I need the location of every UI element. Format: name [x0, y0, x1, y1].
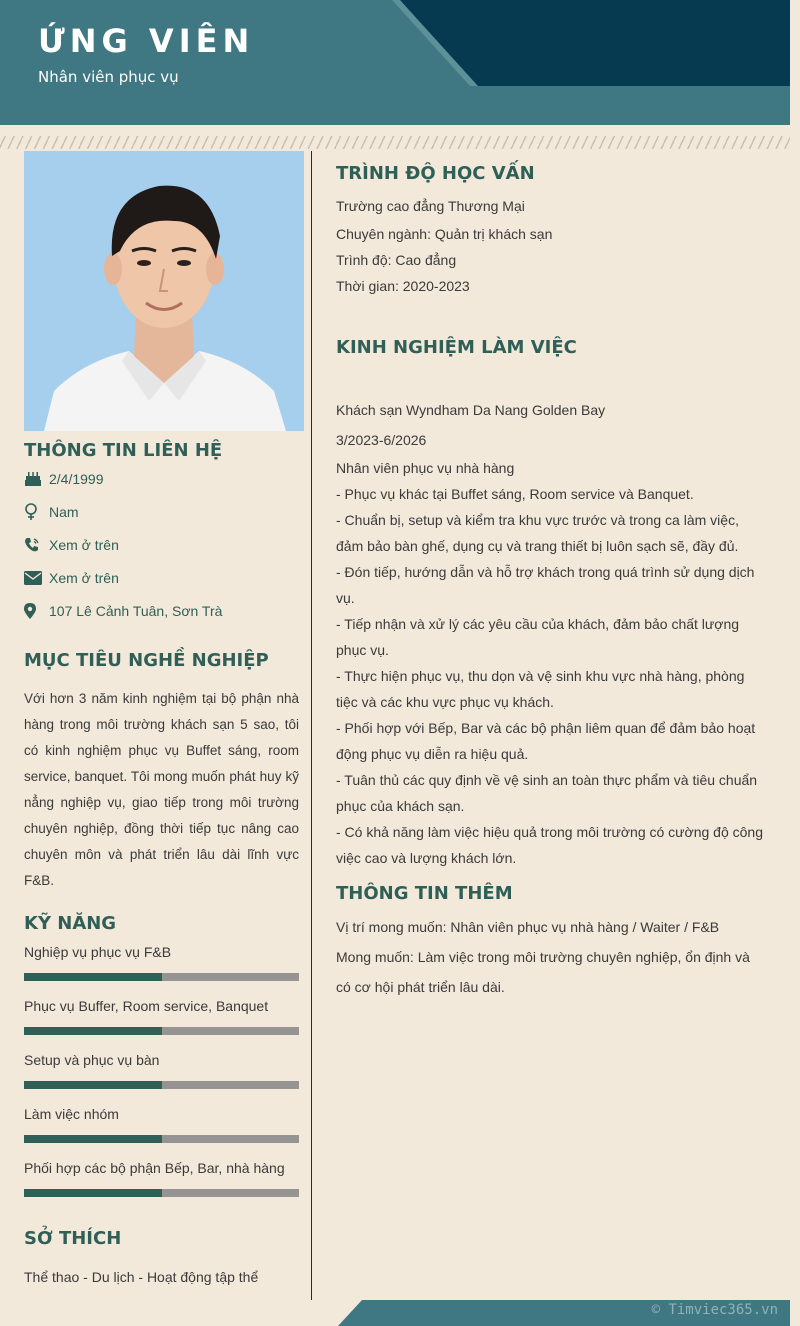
- experience-duty: - Phục vụ khác tại Buffet sáng, Room service và Banquet.: [336, 486, 694, 502]
- skill-bar-fill: [24, 1081, 162, 1089]
- gender-female-icon: [24, 503, 49, 521]
- profile-photo-illustration: [24, 151, 304, 431]
- skill-bar: [24, 1027, 299, 1035]
- header-banner: [0, 0, 790, 125]
- contact-gender: [24, 501, 79, 523]
- additional-info: [336, 912, 766, 1002]
- location-pin-icon: [24, 603, 49, 619]
- skill-bar-fill: [24, 1135, 162, 1143]
- column-divider: [311, 151, 312, 1300]
- contact-birthday: [24, 468, 104, 490]
- contact-birthday-text: 2/4/1999: [49, 471, 104, 487]
- education-time: Thời gian: 2020-2023: [336, 278, 470, 294]
- candidate-name: ỨNG VIÊN: [38, 22, 255, 60]
- skill-label: Setup và phục vụ bàn: [24, 1052, 160, 1068]
- skill-bar: [24, 973, 299, 981]
- education-major: Chuyên ngành: Quản trị khách sạn: [336, 226, 553, 242]
- contact-address: [24, 600, 222, 622]
- experience-duty: - Chuẩn bị, setup và kiểm tra khu vực trước và trong ca làm việc, đảm bảo bàn ghế, dụng cụ và trang thiết bị luôn sạch sẽ, đầy đủ.: [336, 512, 739, 554]
- phone-icon: [24, 537, 49, 553]
- skill-bar: [24, 1189, 299, 1197]
- decorative-stripes: [0, 136, 790, 149]
- skill-label: Làm việc nhóm: [24, 1106, 119, 1122]
- skill-bar: [24, 1135, 299, 1143]
- profile-photo: [24, 151, 304, 431]
- experience-duty: - Đón tiếp, hướng dẫn và hỗ trợ khách trong quá trình sử dụng dịch vụ.: [336, 564, 755, 606]
- experience-company: Khách sạn Wyndham Da Nang Golden Bay: [336, 402, 606, 418]
- experience-period: 3/2023-6/2026: [336, 432, 427, 448]
- contact-email: [24, 567, 119, 589]
- skill-label: Nghiệp vụ phục vụ F&B: [24, 944, 172, 960]
- birthday-cake-icon: [24, 471, 49, 487]
- experience-role: Nhân viên phục vụ nhà hàng: [336, 460, 515, 476]
- contact-email-text: Xem ở trên: [49, 570, 119, 586]
- experience-duty: - Có khả năng làm việc hiệu quả trong môi trường có cường độ công việc cao và lượng khách lớn.: [336, 824, 763, 866]
- contact-section-title: THÔNG TIN LIÊN HỆ: [24, 440, 223, 461]
- experience-duty: - Tiếp nhận và xử lý các yêu cầu của khách, đảm bảo chất lượng phục vụ.: [336, 616, 740, 658]
- contact-gender-text: Nam: [49, 504, 79, 520]
- additional-desired-position: Vị trí mong muốn: Nhân viên phục vụ nhà hàng / Waiter / F&B: [336, 919, 720, 935]
- skill-bar-fill: [24, 973, 162, 981]
- email-icon: [24, 571, 49, 585]
- watermark: © Timviec365.vn: [651, 1302, 778, 1318]
- experience-duty: - Tuân thủ các quy định về vệ sinh an toàn thực phẩm và tiêu chuẩn phục của khách sạn.: [336, 772, 758, 814]
- candidate-position: Nhân viên phục vụ: [38, 68, 179, 86]
- contact-address-text: 107 Lê Cảnh Tuân, Sơn Trà: [49, 603, 223, 619]
- hobbies-text: Thể thao - Du lịch - Hoạt động tập thể: [24, 1269, 259, 1285]
- additional-wish: Mong muốn: Làm việc trong môi trường chuyên nghiệp, ổn định và có cơ hội phát triển lâu dài.: [336, 949, 750, 995]
- skill-bar-fill: [24, 1189, 162, 1197]
- additional-section-title: THÔNG TIN THÊM: [336, 883, 513, 904]
- education-section-title: TRÌNH ĐỘ HỌC VẤN: [336, 163, 535, 184]
- contact-phone-text: Xem ở trên: [49, 537, 119, 553]
- hobbies-section-title: SỞ THÍCH: [24, 1228, 122, 1249]
- objective-section-title: MỤC TIÊU NGHỀ NGHIỆP: [24, 650, 269, 671]
- experience-section-title: KINH NGHIỆM LÀM VIỆC: [336, 337, 577, 358]
- skill-bar: [24, 1081, 299, 1089]
- skill-label: Phối hợp các bộ phận Bếp, Bar, nhà hàng: [24, 1160, 285, 1176]
- education-school: Trường cao đẳng Thương Mại: [336, 198, 525, 214]
- experience-duty: - Thực hiện phục vụ, thu dọn và vệ sinh khu vực nhà hàng, phòng tiệc và các khu vực phục vụ khách.: [336, 668, 745, 710]
- experience-duty: - Phối hợp với Bếp, Bar và các bộ phận liêm quan để đảm bảo hoạt động phục vụ diễn ra hiệu quả.: [336, 720, 756, 762]
- skills-section-title: KỸ NĂNG: [24, 913, 117, 934]
- objective-text: Với hơn 3 năm kinh nghiệm tại bộ phận nhà hàng trong môi trường khách sạn 5 sao, tôi có kinh nghiệm phục vụ Buffet sáng, room service, banquet. Tôi mong muốn phát huy kỹ nẳng nghiệp vụ, giao tiếp trong môi trường chuyên nghiệp, đồng thời tiếp tục nâng cao chuyên môn và phát triển lâu dài lĩnh vực F&B.: [24, 691, 299, 888]
- skill-bar-fill: [24, 1027, 162, 1035]
- contact-phone: [24, 534, 119, 556]
- experience-description: [336, 455, 766, 871]
- education-level: Trình độ: Cao đẳng: [336, 252, 457, 268]
- skill-label: Phục vụ Buffer, Room service, Banquet: [24, 998, 269, 1014]
